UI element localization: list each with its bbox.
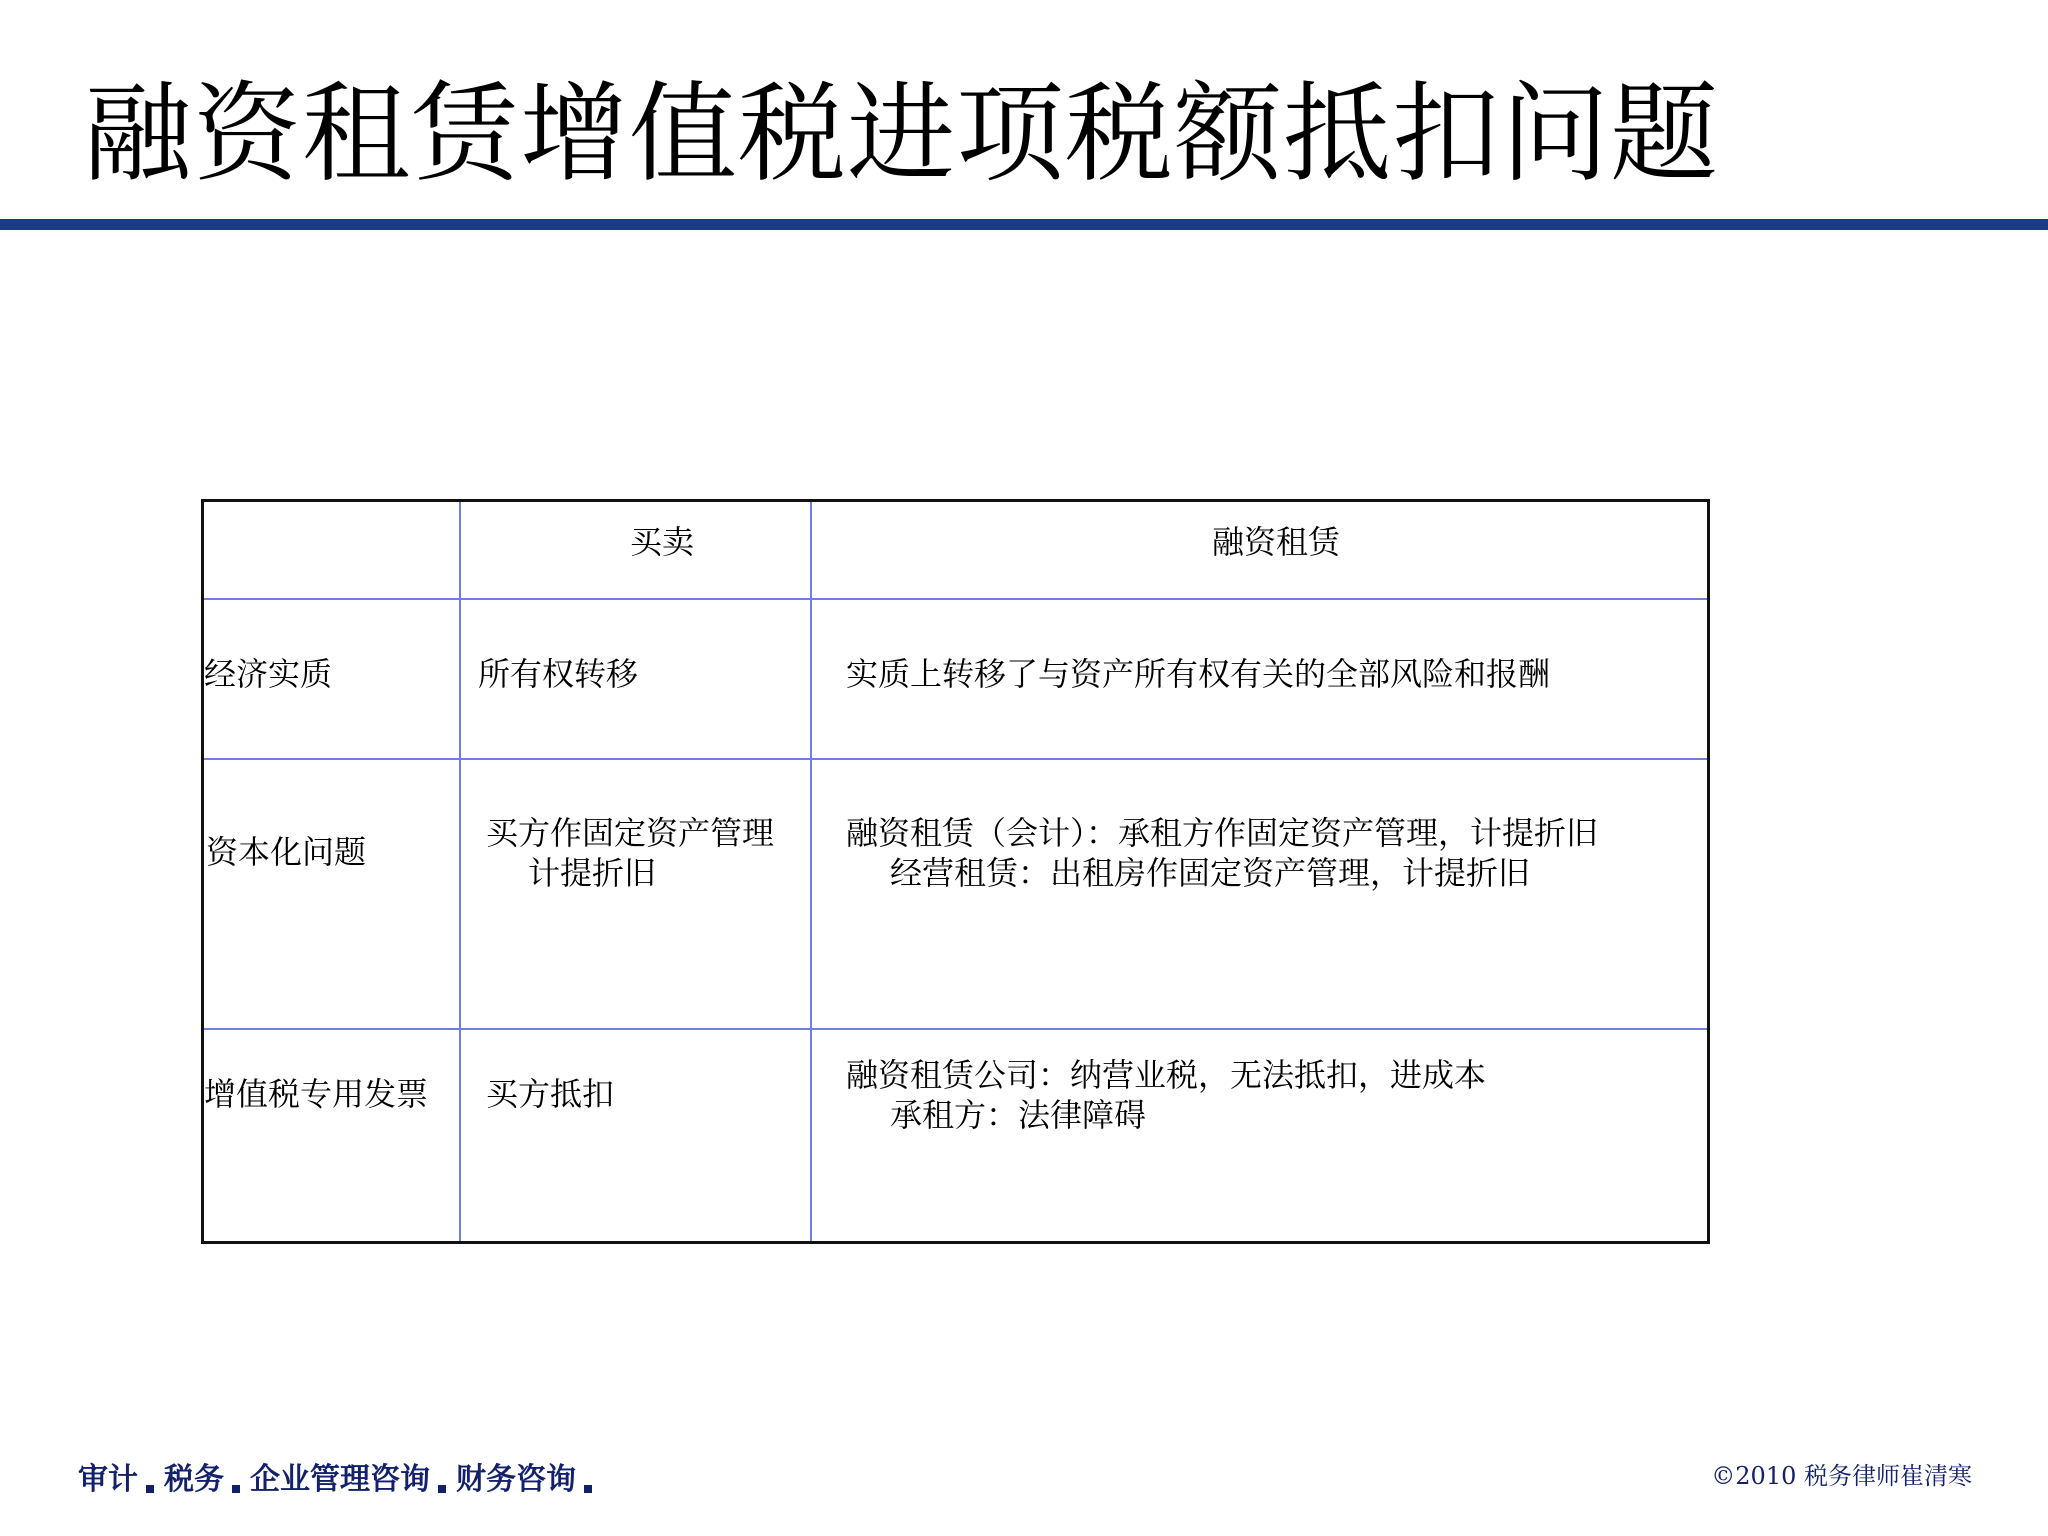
title-divider <box>0 219 2048 230</box>
cell-lease: 承租方：法律障碍 <box>890 1096 1147 1134</box>
row-divider <box>204 1028 1707 1030</box>
cell-sale: 买方作固定资产管理 <box>486 814 775 852</box>
cell-lease: 经营租赁：出租房作固定资产管理，计提折旧 <box>890 854 1531 892</box>
page-title: 融资租赁增值税进项税额抵扣问题 <box>84 72 1720 197</box>
separator-dot <box>584 1485 592 1493</box>
footer-service: 税务 <box>164 1462 224 1497</box>
footer-copyright: ©2010 税务律师崔清寒 <box>1711 1462 1972 1490</box>
column-divider <box>810 502 812 1241</box>
footer-service: 财务咨询 <box>456 1462 576 1497</box>
row-divider <box>204 758 1707 760</box>
cell-sale: 计提折旧 <box>528 854 657 892</box>
column-divider <box>459 502 461 1241</box>
separator-dot <box>146 1485 154 1493</box>
footer-services <box>78 1454 602 1498</box>
header-sale: 买卖 <box>630 523 695 561</box>
cell-lease: 融资租赁（会计）：承租方作固定资产管理，计提折旧 <box>846 814 1599 852</box>
cell-lease: 实质上转移了与资产所有权有关的全部风险和报酬 <box>846 655 1551 693</box>
row-label-capitalization: 资本化问题 <box>206 833 367 871</box>
row-label-economic-substance: 经济实质 <box>204 655 333 693</box>
header-finance-lease: 融资租赁 <box>1212 523 1341 561</box>
row-label-vat-invoice: 增值税专用发票 <box>204 1075 429 1113</box>
cell-sale: 所有权转移 <box>478 655 639 693</box>
footer-service: 审计 <box>78 1462 138 1497</box>
footer-service: 企业管理咨询 <box>250 1462 430 1497</box>
cell-lease: 融资租赁公司：纳营业税，无法抵扣，进成本 <box>846 1056 1487 1094</box>
comparison-table <box>201 499 1710 1244</box>
row-divider <box>204 598 1707 600</box>
separator-dot <box>438 1485 446 1493</box>
separator-dot <box>232 1485 240 1493</box>
cell-sale: 买方抵扣 <box>486 1075 615 1113</box>
